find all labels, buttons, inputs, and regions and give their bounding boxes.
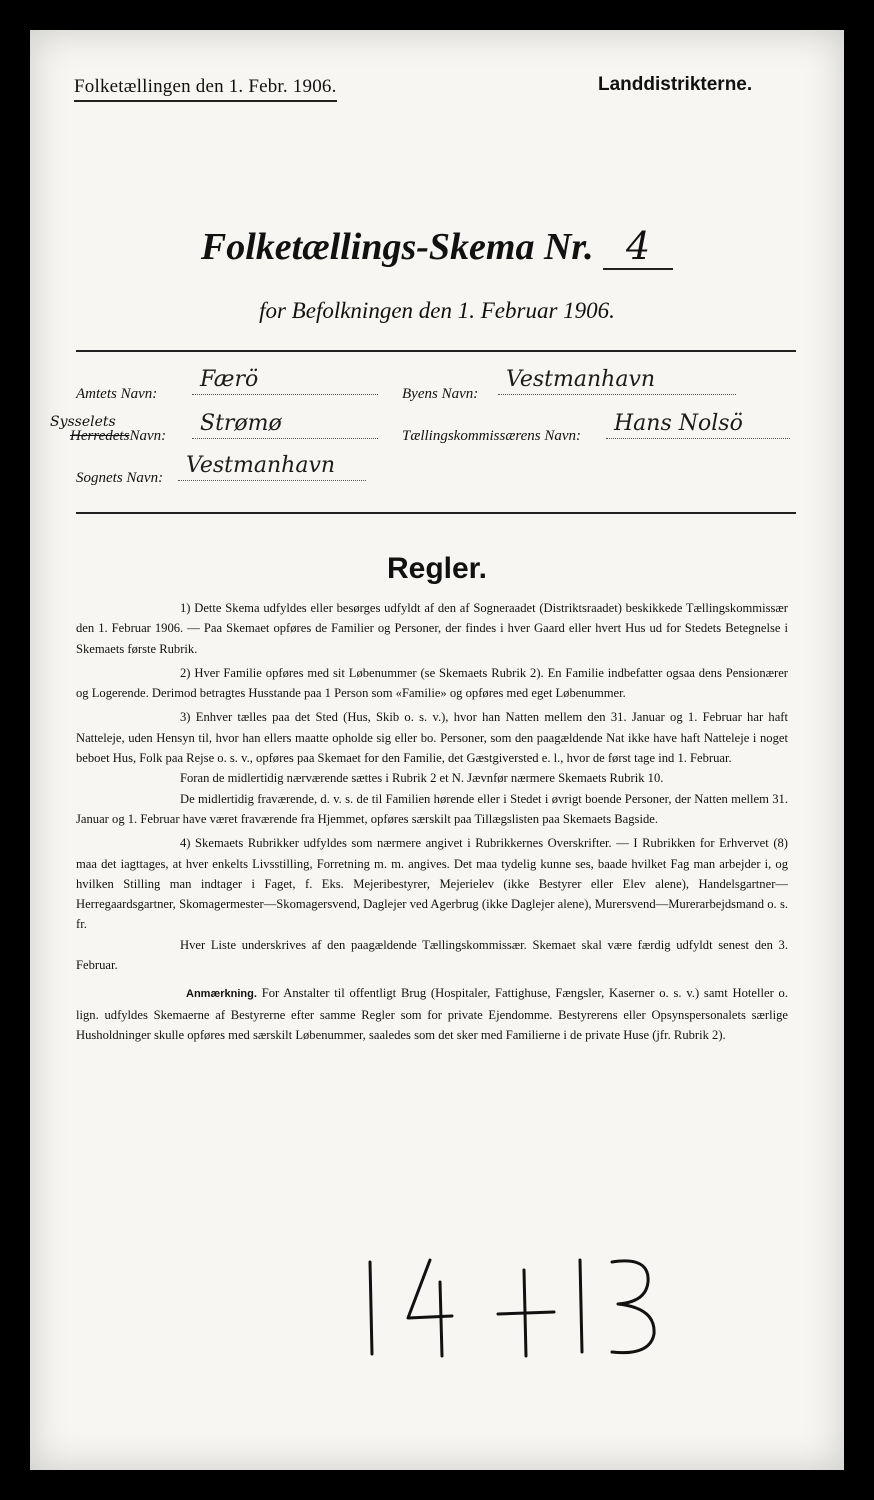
rule-paragraph-2: 2) Hver Familie opføres med sit Løbenummer (se Skemaets Rubrik 2). En Familie indbefatter ogsaa dens Pensionærer og Logerende. Derimod betragtes Husstande paa 1 Person som «Familie» og opføres med eget Løbenummer. [76,665,788,701]
amt-label: Amtets Navn: [76,386,158,402]
rule-paragraph-3: 3) Enhver tælles paa det Sted (Hus, Skib o. s. v.), hvor han Natten mellem den 31. Januar og 1. Februar har haft Natteleje, uden Hensyn til, hvor han ellers maatte opholde sig eller bo. Personer, som den paagældende Nat ikke have haft Natteleje i noget beboet Hus, Folk paa Rejse o. s. v., opføres paa Skemaet for den Familie, det Gæstgiversted e. l., hvor de først tage ind 1. Februar. [76,710,788,766]
rule-paragraph-4b: Hver Liste underskrives af den paagældende Tællingskommissær. Skemaet skal være færdig udfyldt senest den 3. Februar. [76,937,788,973]
herred-value: Strømø [192,410,378,439]
note-text: For Anstalter til offentligt Brug (Hospitaler, Fattighuse, Fængsler, Kaserner o. s. v.) samt Hoteller o. lign. udfyldes Skemaerne af Bestyrerne efter samme Regler som for private Ejendomme. Bestyrerens eller Opsynspersonalets særlige Husholdninger skulle opføres med særskilt Løbenummer, saaledes som det sker med Familierne i de private Huse (jfr. Rubrik 2). [76,986,788,1042]
rule-paragraph-4: 4) Skemaets Rubrikker udfyldes som nærmere angivet i Rubrikkernes Overskrifter. — I Rubrikken for Erhvervet (8) maa det iagttages, at hver enkelts Livsstilling, Forretning m. m. angives. Det maa tydelig kunne ses, baade hvilket Fag man arbejder i, og hvilken Stilling man indtager i Faget, f. Eks. Mejeribestyrer, Mejerielev (ikke Bestyrer eller Elev alene), Handelsgartner—Herregaardsgartner, Skomagermester—Skomagersvend, Daglejer ved Agerbrug (ikke Daglejer alene), Murersvend—Murerarbejdsmand o. s. fr. [76,836,788,932]
form-subtitle: for Befolkningen den 1. Februar 1906. [259,298,615,323]
kommissaer-label: Tællingskommissærens Navn: [402,428,582,444]
herredets-struck: Herredets [70,428,130,444]
rule-paragraph-3b: Foran de midlertidig nærværende sættes i Rubrik 2 et N. Jævnfør nærmere Skemaets Rubrik 10. [180,771,664,786]
form-title [30,224,844,270]
note-label: Anmærkning. [186,988,257,1001]
kommissaer-value: Hans Nolsö [606,410,790,439]
district-type-label: Landdistrikterne. [598,74,753,95]
herred-label [70,428,166,445]
sogn-label: Sognets Navn: [76,470,164,486]
rule-paragraph-1: 1) Dette Skema udfyldes eller besørges udfyldt af den af Sogneraadet (Distriktsraadet) beskikkede Tællingskommissær den 1. Februar 1906. — Paa Skemaet opføres de Familier og Personer, der findes i hver Gaard eller hvert Hus ud for Stedets Betegnelse i Skemaets første Rubrik. [76,601,788,656]
rule-paragraph-3c: De midlertidig fraværende, d. v. s. de til Familien hørende eller i Stedet i øvrigt boende Personer, der Natten mellem 31. Januar og 1. Februar have været fraværende fra Hjemmet, opføres særskilt paa Tillægslisten paa Skemaets Bagside. [76,791,788,826]
herred-label-suffix: Navn: [129,428,167,444]
byen-value: Vestmanhavn [498,366,736,395]
bottom-divider [76,512,796,514]
amt-value: Færö [192,366,378,395]
byen-label: Byens Navn: [402,386,479,402]
rule-note [76,983,788,1045]
schema-number: 4 [603,224,673,270]
handwritten-archive-number [348,1252,668,1362]
sysselets-handwritten: Sysselets [50,414,116,430]
form-title-text: Folketællings-Skema Nr. [200,226,594,268]
census-header-title: Folketællingen den 1. Febr. 1906. [74,76,337,102]
sogn-value: Vestmanhavn [178,452,366,481]
rules-heading: Regler. [386,552,488,585]
top-divider [76,350,796,352]
census-form-sheet [30,30,844,1470]
rules-body [76,598,788,1045]
